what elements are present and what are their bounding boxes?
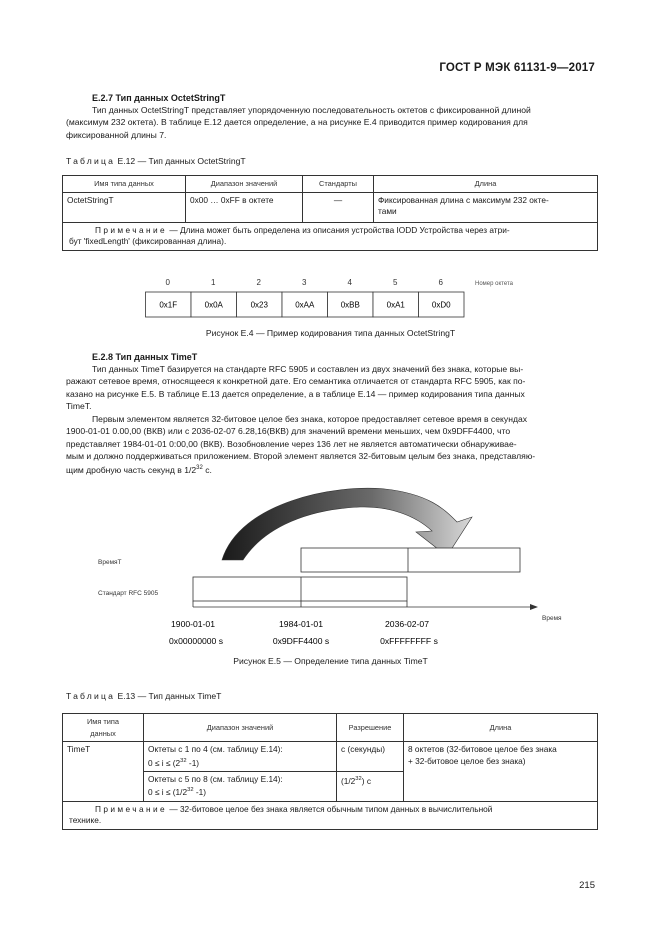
- caption-prefix: Таблица: [66, 691, 116, 701]
- superscript: 32: [355, 775, 362, 782]
- octet-number: 2: [256, 278, 261, 287]
- octet-value: 0xBB: [340, 300, 360, 310]
- text-line: Тип данных OctetStringT представляет упорядоченную последовательность октетов с фиксированной длиной: [92, 105, 531, 115]
- octet-number: 4: [347, 278, 352, 287]
- cell-line: + 32-битовое целое без знака): [408, 755, 526, 766]
- octet-value: 0x0A: [204, 300, 223, 310]
- cell-line: Октеты с 1 по 4 (см. таблицу Е.14):: [148, 744, 283, 754]
- hex-label: 0xFFFFFFFF s: [380, 636, 438, 646]
- col-header: Длина: [404, 714, 598, 742]
- section-e28-paragraph-1: [66, 363, 598, 412]
- figure-e5-caption: Рисунок Е.5 — Определение типа данных TimeT: [233, 656, 428, 666]
- cell-line: [148, 756, 332, 769]
- date-label: 2036-02-07: [385, 619, 429, 629]
- note-line: бут 'fixedLength' (фиксированная длина).: [69, 236, 227, 246]
- header-line: данных: [90, 728, 116, 738]
- text-line: ражают сетевое время, относящееся к конкретной дате. Его семантика отличается от стандарта RFC 5905, как по-: [66, 376, 526, 387]
- label-timet: ВремяT: [98, 559, 122, 566]
- note-label: Примечание: [95, 803, 168, 814]
- header-line: Имя типа: [86, 717, 120, 726]
- caption-prefix: Таблица: [66, 156, 116, 166]
- octet-legend: Номер октета: [475, 281, 514, 287]
- col-header: Разрешение: [337, 714, 404, 742]
- text-part: 0 ≤ i ≤ (1/2: [148, 787, 188, 798]
- note-line: [69, 225, 593, 237]
- text-line: казано на рисунке Е.5. В таблице Е.13 дается определение, а в таблице Е.14 — пример кодирования типа данных: [66, 388, 525, 399]
- table-e12-caption: [66, 156, 246, 166]
- text-part: ) с: [361, 775, 371, 786]
- section-e27-paragraph: [66, 104, 598, 141]
- col-header: [63, 714, 144, 742]
- superscript: 32: [187, 787, 194, 794]
- cell-line: Фиксированная длина с максимум 232 окте-: [378, 194, 549, 205]
- text-part: с.: [202, 465, 212, 476]
- table-e13: [62, 713, 598, 830]
- cell-line: Октеты с 5 по 8 (см. таблицу Е.14):: [148, 773, 283, 784]
- octet-number: 3: [302, 278, 307, 287]
- cell-standard: —: [303, 192, 374, 222]
- octet-diagram: [145, 276, 525, 321]
- figure-e4: [145, 276, 525, 321]
- text-line: фиксированной длины 7.: [66, 129, 167, 140]
- note-line: технике.: [69, 815, 102, 826]
- octet-number: 6: [438, 278, 443, 287]
- text-part: щим дробную часть секунд в 1/2: [66, 465, 197, 476]
- cell-line: [148, 785, 332, 798]
- label-time-axis: Время: [542, 615, 562, 622]
- section-heading-e27: E.2.7 Тип данных OctetStringT: [92, 93, 226, 103]
- col-header: Диапазон значений: [186, 176, 303, 193]
- cell-line: 8 октетов (32-битовое целое без знака: [408, 744, 557, 754]
- date-label: 1900-01-01: [171, 619, 215, 629]
- text-part: 0 ≤ i ≤ (2: [148, 757, 181, 768]
- text-line: TimeT.: [66, 400, 92, 411]
- timet-bar: [301, 548, 520, 572]
- figure-e4-caption: Рисунок Е.4 — Пример кодирования типа данных OctetStringT: [205, 328, 456, 338]
- col-header: Длина: [374, 176, 598, 193]
- text-line: Тип данных TimeT базируется на стандарте RFC 5905 и составлен из двух значений без знака, которые вы-: [92, 364, 524, 374]
- cell-type-name: TimeT: [63, 742, 144, 802]
- rfc-bar: [193, 577, 407, 601]
- col-header: Диапазон значений: [144, 714, 337, 742]
- octet-value: 0xA1: [386, 300, 405, 310]
- cell-type-name: OctetStringT: [63, 192, 186, 222]
- section-heading-e28: E.2.8 Тип данных TimeT: [92, 352, 198, 362]
- text-line: [66, 462, 598, 476]
- octet-number: 1: [211, 278, 216, 287]
- text-line: Первым элементом является 32-битовое целое без знака, которое предоставляет сетевое время в секундах: [92, 414, 528, 424]
- note-label: Примечание: [95, 224, 168, 235]
- text-line: представляет 1984-01-01 0:00,00 (ВКВ). Возобновление через 136 лет не является автоматически обнаруживае-: [66, 438, 517, 449]
- cell-range: [144, 771, 337, 801]
- section-e28-paragraph-2: [66, 413, 598, 476]
- text-line: 1900-01-01 0.00,00 (ВКВ) или с 2036-02-07 6.28,16(ВКВ) для значений времени меньших, чем 0x9DFF4400, что: [66, 426, 511, 437]
- octet-value: 0x1F: [159, 300, 178, 310]
- document-code: ГОСТ Р МЭК 61131-9—2017: [439, 62, 595, 74]
- date-label: 1984-01-01: [279, 619, 323, 629]
- superscript: 32: [180, 757, 187, 764]
- text-part: (1/2: [341, 775, 356, 786]
- label-rfc5905: Стандарт RFC 5905: [98, 590, 159, 597]
- note-text: — Длина может быть определена из описания устройства IODD Устройства через атри-: [169, 224, 510, 235]
- col-header: Стандарты: [303, 176, 374, 193]
- hex-label: 0x00000000 s: [169, 636, 223, 646]
- page-number: 215: [579, 880, 595, 891]
- cell-range: 0x00 … 0xFF в октете: [186, 192, 303, 222]
- hex-label: 0x9DFF4400 s: [272, 636, 330, 646]
- cell-resolution: с (секунды): [337, 742, 404, 772]
- octet-value: 0xAA: [295, 300, 315, 310]
- note-line: [69, 804, 593, 816]
- text-line: мым и должно поддерживаться приложением. Второй элемент является 32-битовым целым без знака, представляю-: [66, 450, 536, 461]
- axis-arrowhead: [530, 604, 538, 610]
- table-note: [63, 222, 598, 250]
- cell-resolution: [337, 771, 404, 801]
- note-text: — 32-битовое целое без знака является обычным типом данных в вычислительной: [169, 803, 493, 814]
- octet-value: 0xD0: [431, 300, 451, 310]
- text-part: -1): [186, 757, 200, 768]
- cell-length: [374, 192, 598, 222]
- caption-text: Е.13 — Тип данных TimeT: [117, 691, 222, 701]
- cell-length: [404, 742, 598, 802]
- superscript: 32: [196, 465, 203, 472]
- figure-e5: [60, 484, 620, 654]
- table-e12: [62, 175, 598, 251]
- octet-value: 0x23: [250, 300, 268, 310]
- cell-range: [144, 742, 337, 772]
- caption-text: Е.12 — Тип данных OctetStringT: [117, 156, 246, 166]
- col-header: Имя типа данных: [63, 176, 186, 193]
- table-note: [63, 801, 598, 829]
- octet-number: 0: [165, 278, 170, 287]
- table-e13-caption: [66, 691, 221, 701]
- cell-line: тами: [378, 206, 397, 216]
- text-line: (максимум 232 октета). В таблице Е.12 дается определение, а на рисунке Е.4 приводится пример кодирования для: [66, 117, 528, 128]
- text-part: -1): [193, 787, 206, 798]
- octet-number: 5: [393, 278, 398, 287]
